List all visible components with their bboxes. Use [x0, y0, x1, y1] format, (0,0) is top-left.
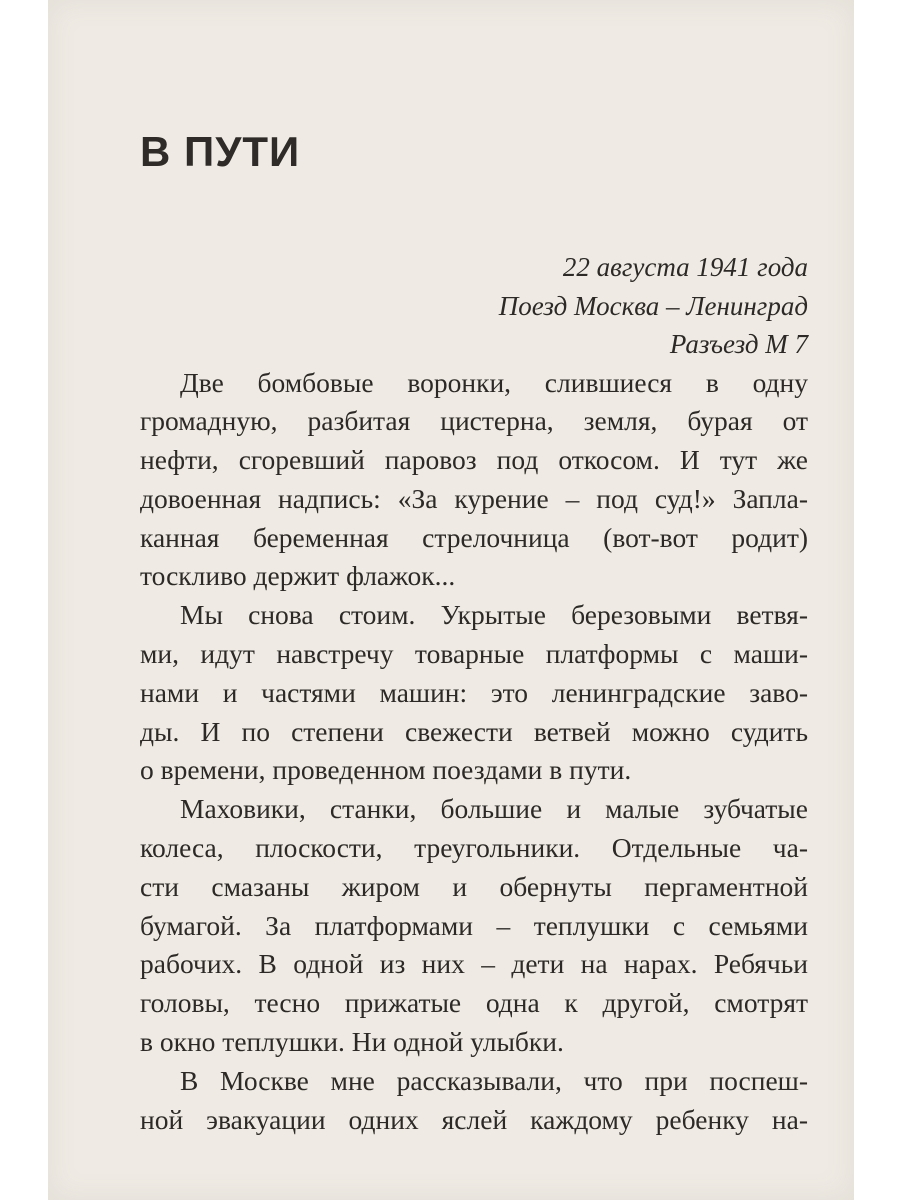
paragraph	[140, 364, 808, 597]
text-line: головы, тесно прижатые одна к другой, смотрят	[140, 987, 808, 1019]
body-text	[140, 364, 808, 1140]
epigraph-route: Поезд Москва – Ленинград	[498, 290, 808, 321]
text-line: колеса, плоскости, треугольники. Отдельные ча-	[140, 832, 808, 864]
text-line: Две бомбовые воронки, слившиеся в одну	[180, 366, 808, 398]
text-line: Маховики, станки, большие и малые зубчатые	[180, 793, 808, 825]
text-line: рабочих. В одной из них – дети на нарах. Ребячьи	[140, 948, 808, 980]
text-line: сти смазаны жиром и обернуты пергаментной	[140, 870, 808, 902]
text-line: ды. И по степени свежести ветвей можно судить	[140, 715, 808, 747]
paragraph	[140, 596, 808, 790]
epigraph	[140, 248, 808, 364]
text-line: довоенная надпись: «За курение – под суд!» Запла-	[140, 482, 808, 514]
text-line: канная беременная стрелочница (вот-вот родит)	[140, 521, 808, 553]
page-content	[140, 128, 808, 1139]
text-line: ной эвакуации одних яслей каждому ребенку на-	[140, 1103, 808, 1135]
text-line: громадную, разбитая цистерна, земля, бурая от	[140, 405, 808, 437]
text-line: Мы снова стоим. Укрытые березовыми ветвя-	[180, 599, 808, 631]
paragraph	[140, 790, 808, 1062]
paragraph	[140, 1062, 808, 1140]
chapter-title: В ПУТИ	[140, 128, 301, 175]
text-line: бумагой. За платформами – теплушки с семьями	[140, 909, 808, 941]
book-page	[48, 0, 854, 1200]
text-line: нами и частями машин: это ленинградские заво-	[140, 676, 808, 708]
text-line: нефти, сгоревший паровоз под откосом. И тут же	[140, 444, 808, 476]
text-line: о времени, проведенном поездами в пути.	[140, 754, 632, 786]
text-line: В Москве мне рассказывали, что при поспеш-	[180, 1064, 808, 1096]
epigraph-date: 22 августа 1941 года	[562, 252, 808, 282]
text-line: ми, идут навстречу товарные платформы с маши-	[140, 638, 808, 670]
epigraph-place: Разъезд М 7	[669, 329, 808, 359]
text-line: в окно теплушки. Ни одной улыбки.	[140, 1026, 564, 1058]
text-line: тоскливо держит флажок...	[140, 560, 456, 592]
